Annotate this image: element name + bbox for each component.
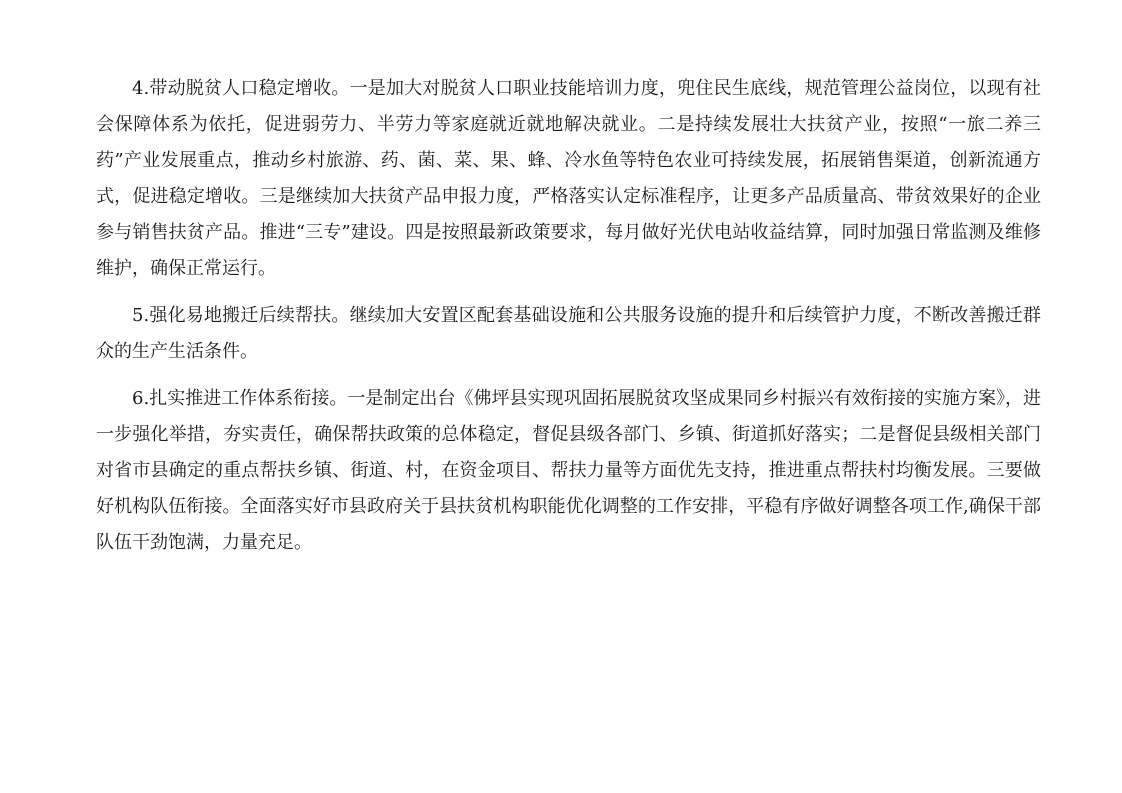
paragraph-4-increase-income: 4.带动脱贫人口稳定增收。一是加大对脱贫人口职业技能培训力度，兜住民生底线，规范管理公益岗位，以现有社会保障体系为依托，促进弱劳力、半劳力等家庭就近就地解决就业。二是持续发展壮大扶贫产业，按照“一旅二养三药”产业发展重点，推动乡村旅游、药、菌、菜、果、蜂、冷水鱼等特色农业可持续发展，拓展销售渠道，创新流通方式，促进稳定增收。三是继续加大扶贫产品申报力度，严格落实认定标准程序，让更多产品质量高、带贫效果好的企业参与销售扶贫产品。推进“三专”建设。四是按照最新政策要求，每月做好光伏电站收益结算，同时加强日常监测及维修维护，确保正常运行。 (96, 78, 1041, 279)
paragraph-6-work-system-connection: 6.扎实推进工作体系衔接。一是制定出台《佛坪县实现巩固拓展脱贫攻坚成果同乡村振兴有效衔接的实施方案》，进一步强化举措，夯实责任，确保帮扶政策的总体稳定，督促县级各部门、乡镇、街道抓好落实；二是督促县级相关部门对省市县确定的重点帮扶乡镇、街道、村，在资金项目、帮扶力量等方面优先支持，推进重点帮扶村均衡发展。三要做好机构队伍衔接。全面落实好市县政府关于县扶贫机构职能优化调整的工作安排，平稳有序做好调整各项工作,确保干部队伍干劲饱满，力量充足。 (96, 388, 1041, 553)
paragraph-5-relocation-support: 5.强化易地搬迁后续帮扶。继续加大安置区配套基础设施和公共服务设施的提升和后续管护力度，不断改善搬迁群众的生产生活条件。 (96, 305, 1041, 362)
document-body (96, 71, 1041, 561)
